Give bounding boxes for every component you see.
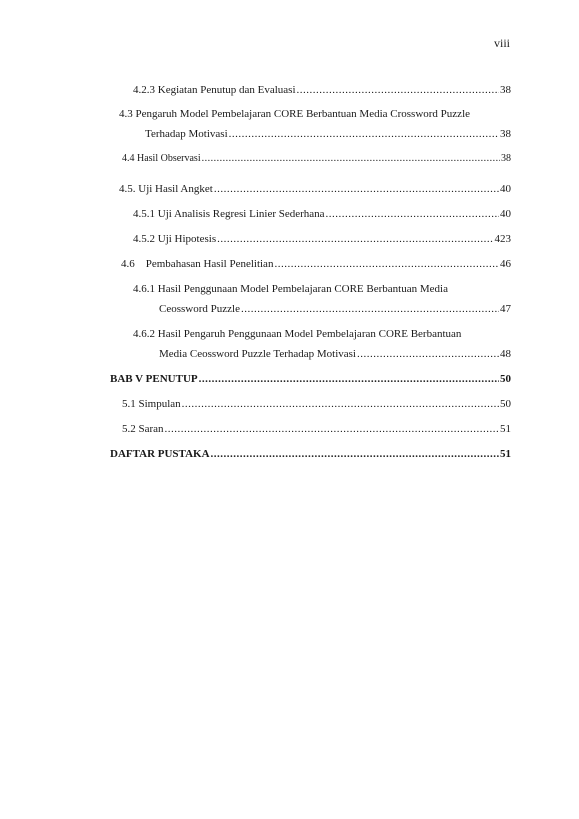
dot-leader xyxy=(357,347,499,361)
toc-entry-4-6-2-line1[interactable]: 4.6.2 Hasil Pengaruh Penggunaan Model Pembelajaran CORE Berbantuan xyxy=(133,328,462,340)
dot-leader xyxy=(202,152,500,166)
toc-entry-page: 38 xyxy=(500,84,511,96)
page-number: viii xyxy=(493,36,510,50)
toc-entry-label: DAFTAR PUSTAKA xyxy=(110,448,210,460)
toc-entry-page: 47 xyxy=(500,303,511,315)
toc-entry-label: Terhadap Motivasi xyxy=(145,128,228,140)
toc-entry-page: 40 xyxy=(500,183,511,195)
toc-entry-page: 50 xyxy=(500,398,511,410)
dot-leader xyxy=(241,302,499,316)
dot-leader xyxy=(297,83,499,97)
toc-entry-4-6[interactable] xyxy=(121,257,511,271)
toc-entry-page: 50 xyxy=(500,373,511,385)
dot-leader xyxy=(214,182,499,196)
toc-entry-label: 4.2.3 Kegiatan Penutup dan Evaluasi xyxy=(133,84,296,96)
toc-entry-daftar-pustaka[interactable] xyxy=(110,447,511,461)
dot-leader xyxy=(182,397,499,411)
toc-entry-4-6-2[interactable] xyxy=(159,347,511,361)
toc-entry-page: 423 xyxy=(494,233,511,245)
toc-entry-label: Ceossword Puzzle xyxy=(159,303,240,315)
toc-entry-4-5-2[interactable] xyxy=(133,232,511,246)
toc-entry-4-2-3[interactable] xyxy=(133,83,511,97)
toc-entry-4-5[interactable] xyxy=(119,182,511,196)
toc-entry-page: 48 xyxy=(500,348,511,360)
toc-entry-page: 51 xyxy=(500,423,511,435)
toc-entry-4-3[interactable] xyxy=(145,127,511,141)
dot-leader xyxy=(326,207,499,221)
toc-entry-label: BAB V PENUTUP xyxy=(110,373,198,385)
dot-leader xyxy=(199,372,499,386)
dot-leader xyxy=(165,422,499,436)
toc-entry-bab-v[interactable] xyxy=(110,372,511,386)
toc-entry-page: 51 xyxy=(500,448,511,460)
toc-entry-label: 4.5.2 Uji Hipotesis xyxy=(133,233,217,245)
toc-entry-5-1[interactable] xyxy=(122,397,511,411)
toc-entry-label: 4.4 Hasil Observasi xyxy=(122,153,201,164)
toc-entry-5-2[interactable] xyxy=(122,422,511,436)
toc-entry-label: 4.5.1 Uji Analisis Regresi Linier Sederhana xyxy=(133,208,325,220)
toc-entry-page: 38 xyxy=(500,128,511,140)
toc-entry-4-6-1-line1[interactable]: 4.6.1 Hasil Penggunaan Model Pembelajaran CORE Berbantuan Media xyxy=(133,283,448,295)
toc-entry-4-4[interactable] xyxy=(122,152,511,166)
dot-leader xyxy=(211,447,499,461)
toc-entry-label: 5.1 Simpulan xyxy=(122,398,181,410)
toc-entry-4-6-1[interactable] xyxy=(159,302,511,316)
toc-entry-label: 4.5. Uji Hasil Angket xyxy=(119,183,213,195)
toc-entry-label: 5.2 Saran xyxy=(122,423,164,435)
dot-leader xyxy=(229,127,499,141)
toc-entry-label: 4.6 Pembahasan Hasil Penelitian xyxy=(121,258,274,270)
toc-entry-4-5-1[interactable] xyxy=(133,207,511,221)
dot-leader xyxy=(274,257,499,271)
toc-entry-page: 40 xyxy=(500,208,511,220)
dot-leader xyxy=(217,232,493,246)
toc-entry-label: Media Ceossword Puzzle Terhadap Motivasi xyxy=(159,348,356,360)
toc-entry-page: 38 xyxy=(501,153,511,164)
toc-entry-4-3-line1[interactable]: 4.3 Pengaruh Model Pembelajaran CORE Berbantuan Media Crossword Puzzle xyxy=(119,108,471,120)
toc-entry-page: 46 xyxy=(500,258,511,270)
